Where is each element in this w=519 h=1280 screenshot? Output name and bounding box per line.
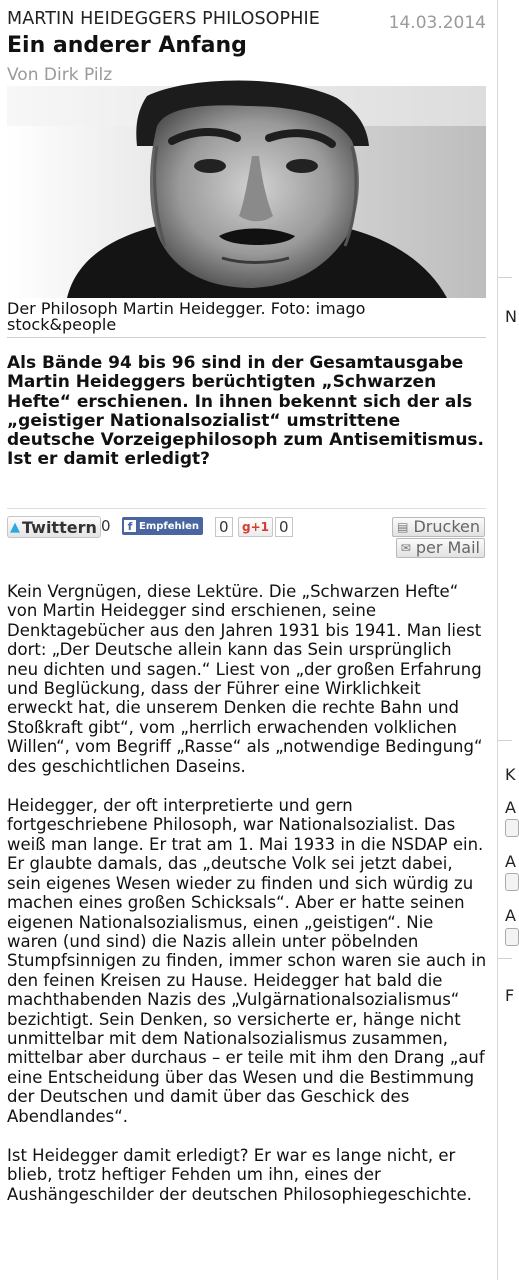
sidebar-radio-fragment[interactable]	[505, 873, 519, 891]
facebook-icon: f	[124, 520, 136, 532]
article-author: Von Dirk Pilz	[7, 65, 113, 85]
sidebar-heading-fragment: F	[505, 986, 515, 1005]
print-button[interactable]	[392, 517, 485, 537]
article-paragraph: Kein Vergnügen, diese Lektüre. Die „Schwarzen Hefte“ von Martin Heidegger sind erschienen, seine Denktagebücher aus den Jahren 1931 bis 1941. Man liest dort: „Der Deutsche allein kann das Sein ursprünglich neu dichten und sagen.“ Liest von „der großen Erfahrung und Beglückung, dass der Führer eine Wirklichkeit erweckt hat, die unserem Denken die rechte Bahn und Stoßkraft gibt“, vom „herrlich erwachenden volklichen Willen“, vom Begriff „Rasse“ als „notwendige Bedingung“ des geschichtlichen Daseins.	[7, 582, 483, 776]
sidebar-item-fragment[interactable]: A	[505, 852, 516, 871]
divider	[7, 508, 486, 509]
twitter-count: 0	[101, 517, 111, 535]
twitter-label: Twittern	[22, 517, 97, 537]
article-headline: Ein anderer Anfang	[7, 33, 247, 58]
sidebar-item-fragment[interactable]: A	[505, 906, 516, 925]
article-paragraph: Heidegger, der oft interpretierte und gern fortgeschriebene Philosoph, war Nationalsozialist. Das weiß man lange. Er trat am 1. Mai 1933 in die NSDAP ein. Er glaubte damals, das „deutsche Volk sei jetzt dabei, sein eigenes Wesen wieder zu finden und sich würdig zu machen eines großen Schicksals“. Aber er hatte seinen eigenen Nationalsozialismus, einen „geistigen“. Nie waren (und sind) die Nazis allein unter pöbelnden Stumpfsinnigen zu finden, immer schon waren sie auch in den feinen Kreisen zu Hause. Heidegger hat bald die machthabenden Nazis des „Vulgärnationalsozialismus“ bezichtigt. Sein Denken, so versicherte er, hänge nicht unmittelbar mit dem Nationalsozialismus zusammen, mittelbar aber durchaus – er teile mit ihm den Drang „auf eine Entscheidung über das Wesen und die Bestimmung der Deutschen und damit über das Geschick des Abendlandes“.	[7, 796, 487, 1126]
facebook-recommend-button[interactable]	[122, 517, 203, 535]
facebook-count: 0	[215, 517, 233, 537]
printer-icon: ▤	[397, 520, 409, 534]
email-label: per Mail	[415, 538, 480, 557]
sidebar-heading-fragment: K	[505, 765, 516, 784]
facebook-label: Empfehlen	[139, 520, 199, 532]
photo-caption: Der Philosoph Martin Heidegger. Foto: imago stock&people	[7, 299, 366, 334]
sidebar-radio-fragment[interactable]	[505, 928, 519, 946]
twitter-button[interactable]	[7, 516, 101, 538]
sidebar-divider	[497, 0, 498, 1280]
sidebar-radio-fragment[interactable]	[505, 819, 519, 837]
article-date: 14.03.2014	[388, 13, 486, 33]
envelope-icon: ✉	[400, 541, 411, 555]
sidebar-item-fragment[interactable]: A	[505, 798, 516, 817]
article-kicker: MARTIN HEIDEGGERS PHILOSOPHIE	[7, 9, 320, 29]
sidebar-separator	[498, 277, 512, 278]
article-body	[7, 582, 487, 1224]
sidebar-separator	[498, 740, 512, 741]
sidebar-separator	[498, 958, 512, 959]
email-button[interactable]	[396, 538, 485, 558]
article-lead: Als Bände 94 bis 96 sind in der Gesamtausgabe Martin Heideggers berüchtigten „Schwarzen Hefte“ erschienen. In ihnen bekennt sich der als „geistiger Nationalsozialist“ umstrittene deutsche Vorzeigephilosoph zum Antisemitismus. Ist er damit erledigt?	[7, 353, 485, 470]
print-label: Drucken	[413, 517, 480, 536]
article-photo	[7, 86, 486, 298]
google-plus-count: 0	[275, 517, 293, 537]
google-plus-button[interactable]: g+1	[238, 517, 273, 537]
twitter-bird-icon: ▲	[10, 519, 20, 535]
sidebar-heading-fragment: N	[505, 307, 517, 326]
divider	[7, 337, 486, 338]
article-paragraph: Ist Heidegger damit erledigt? Er war es lange nicht, er blieb, trotz heftiger Fehden um ihn, eines der Aushängeschilder der deutschen Philosophiegeschichte.	[7, 1145, 472, 1204]
